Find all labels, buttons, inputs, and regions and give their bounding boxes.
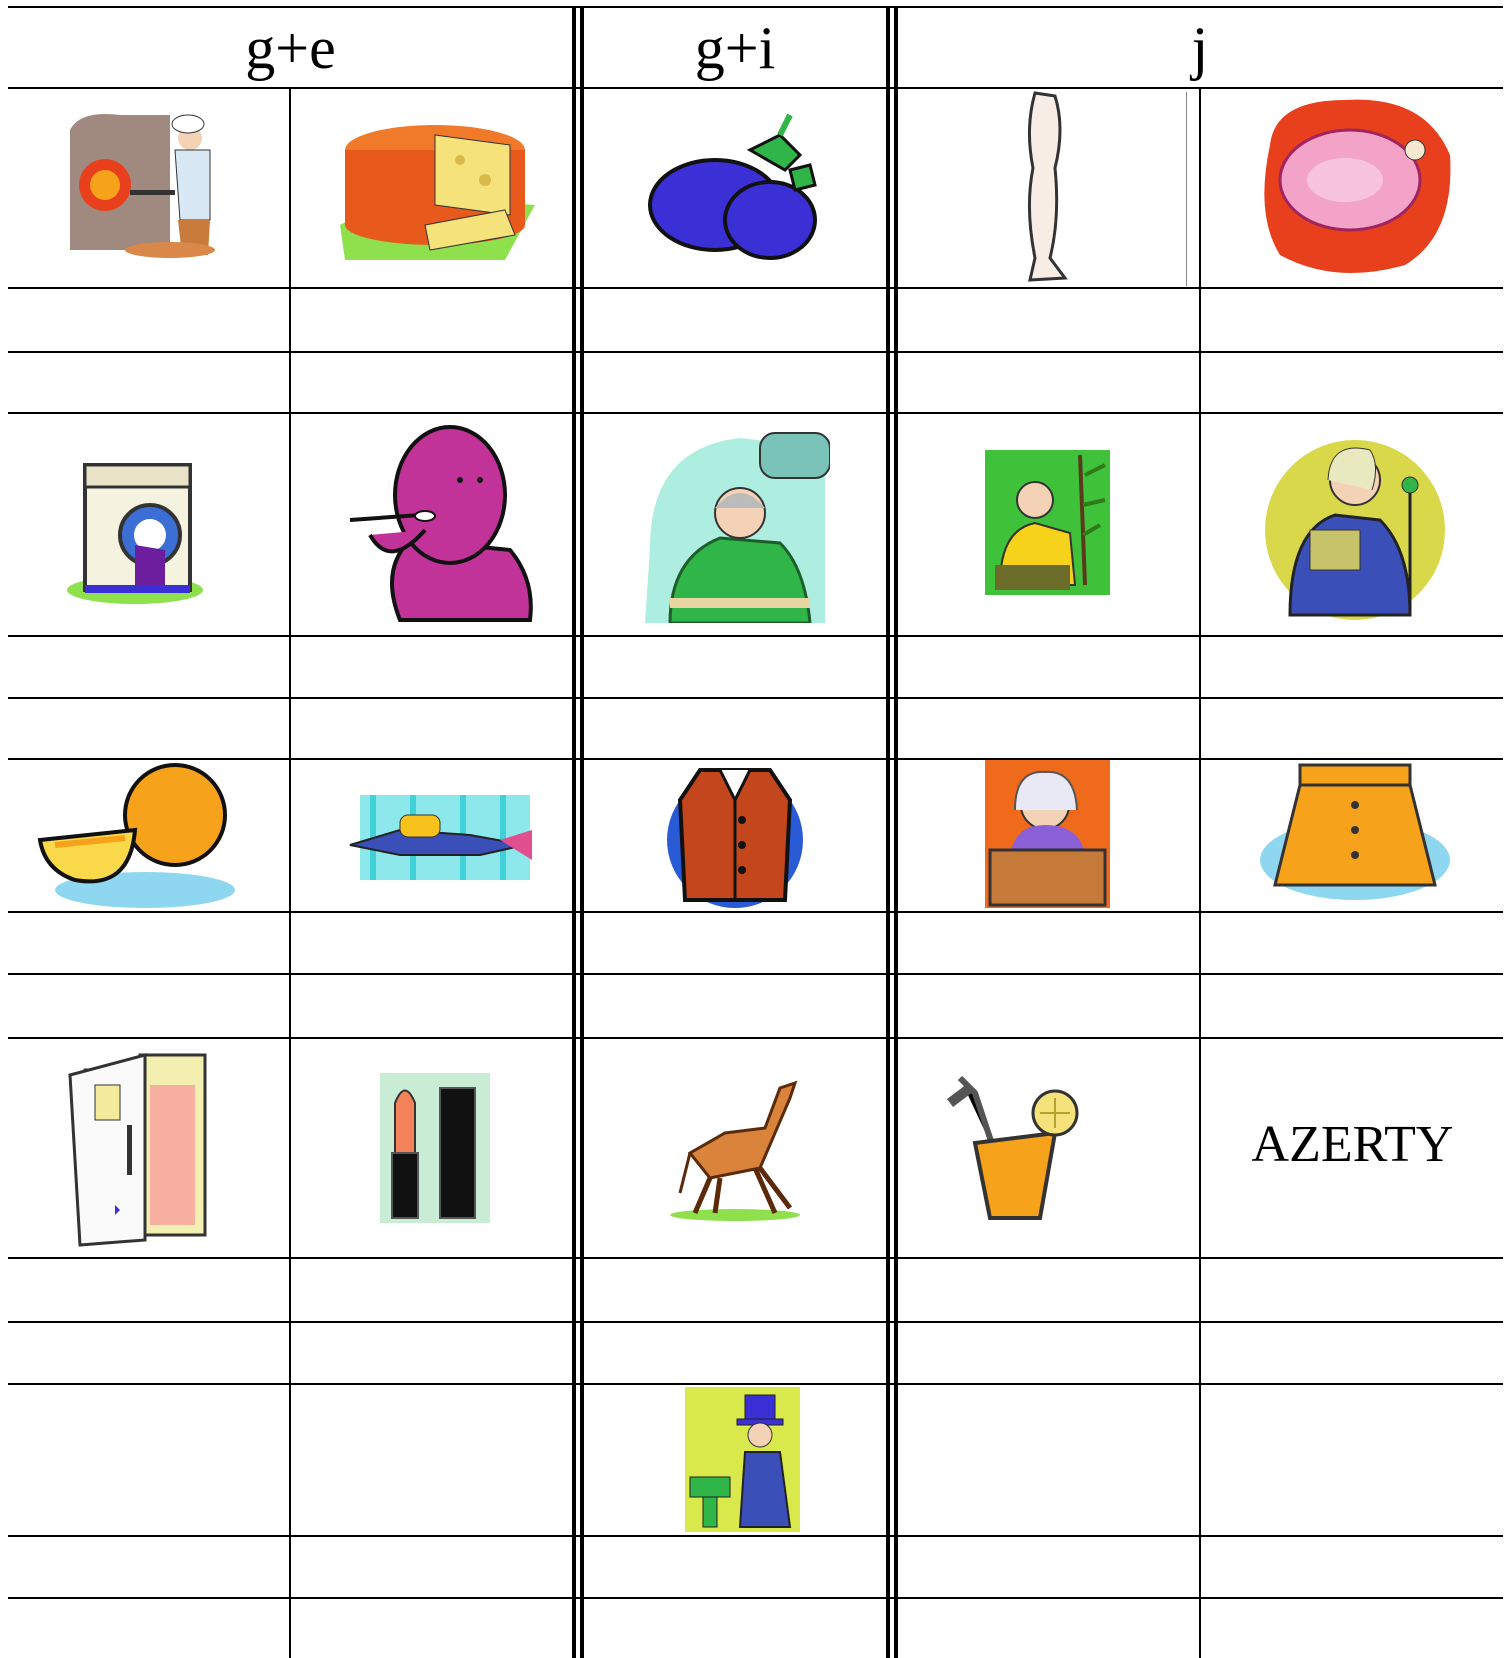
row-line bbox=[8, 287, 1503, 289]
column-header-gi: g+i bbox=[694, 15, 776, 81]
ham-picture bbox=[1255, 95, 1455, 280]
person-eating-picture bbox=[340, 420, 535, 625]
row-line bbox=[8, 911, 1503, 913]
fridge-picture bbox=[65, 1045, 210, 1250]
gardener-picture bbox=[975, 445, 1120, 595]
chef-oven-picture bbox=[60, 110, 235, 260]
table-top-border bbox=[8, 6, 1503, 8]
row-line bbox=[8, 1535, 1503, 1537]
azerty-word: AZERTY bbox=[1251, 1116, 1454, 1173]
col-divider bbox=[1199, 88, 1201, 1658]
row-line bbox=[8, 1597, 1503, 1599]
col-divider-thin bbox=[1186, 92, 1187, 286]
leg-picture bbox=[1015, 88, 1075, 286]
row-line bbox=[8, 1037, 1503, 1039]
row-line bbox=[8, 351, 1503, 353]
diver-picture bbox=[340, 790, 535, 885]
giraffe-picture bbox=[670, 1073, 805, 1223]
journalist-picture bbox=[1260, 420, 1450, 620]
group-divider-double bbox=[886, 6, 890, 1658]
cheese-picture bbox=[335, 115, 535, 260]
header-bottom-border bbox=[8, 87, 1503, 89]
magician-picture bbox=[685, 1387, 800, 1532]
lipstick-picture bbox=[380, 1073, 490, 1223]
eggplant-picture bbox=[640, 110, 825, 265]
group-divider-double bbox=[572, 6, 576, 1658]
column-header-ge: g+e bbox=[245, 15, 336, 81]
row-line bbox=[8, 1321, 1503, 1323]
column-header-j: j bbox=[1191, 15, 1209, 81]
row-line bbox=[8, 697, 1503, 699]
orange-picture bbox=[35, 760, 235, 908]
row-line bbox=[8, 973, 1503, 975]
row-line bbox=[8, 1257, 1503, 1259]
vest-picture bbox=[660, 760, 810, 908]
row-line bbox=[8, 635, 1503, 637]
surgeon-picture bbox=[640, 428, 830, 623]
group-divider-double bbox=[894, 6, 898, 1658]
judge-picture bbox=[985, 760, 1110, 908]
washing-machine-picture bbox=[65, 450, 205, 605]
row-line bbox=[8, 412, 1503, 414]
group-divider-double bbox=[580, 6, 584, 1658]
juice-picture bbox=[945, 1073, 1085, 1223]
col-divider bbox=[289, 88, 291, 1658]
row-line bbox=[8, 1383, 1503, 1385]
skirt-picture bbox=[1255, 760, 1455, 905]
